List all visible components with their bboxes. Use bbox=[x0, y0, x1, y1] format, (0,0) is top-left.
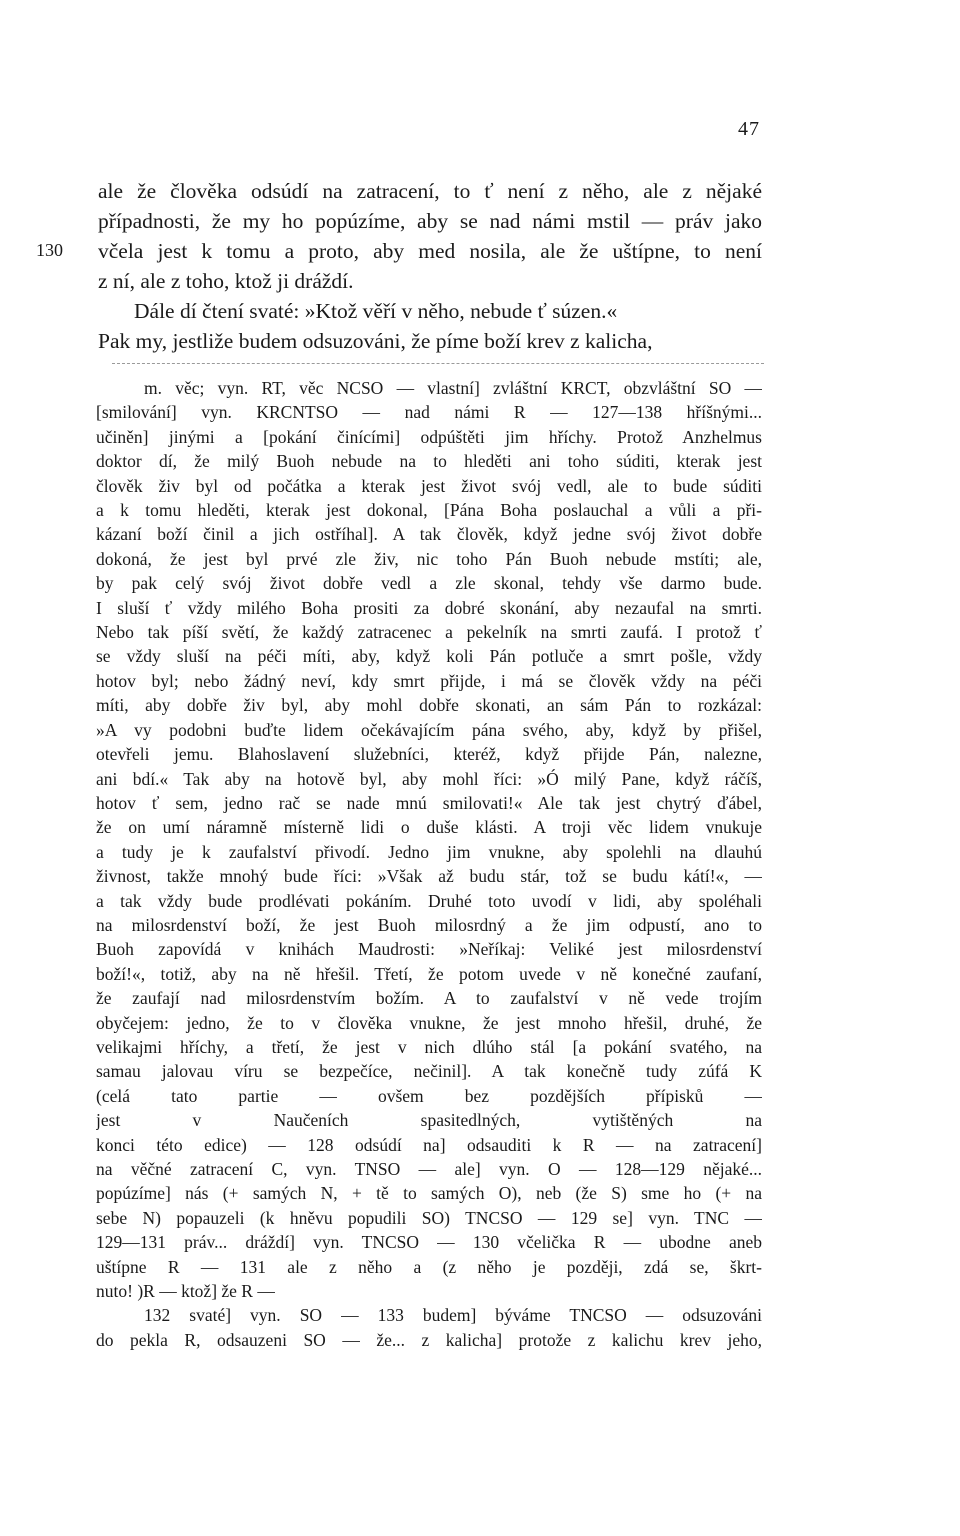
main-line: případnosti, že my ho popúzíme, aby se nad námi mstil — práv jako bbox=[98, 209, 762, 233]
apparatus-line: I sluší ť vždy milého Boha prositi za dobré skonání, aby nezaufal na smrti. bbox=[96, 597, 762, 618]
apparatus-line: otevřeli jemu. Blahoslavení služebníci, kteréž, když přijde Pán, nalezne, bbox=[96, 744, 762, 765]
page-number: 47 bbox=[738, 118, 760, 140]
apparatus-line: že zaufají nad milosrdenstvím božím. A to zaufalství v ně vede trojím bbox=[96, 988, 762, 1009]
apparatus-line: [smilování] vyn. KRCNTSO — nad námi R — 127—138 hříšnými... bbox=[96, 402, 762, 423]
apparatus-line: popúzíme] nás (+ samých N, + tě to samých O), neb (že S) sme ho (+ na bbox=[96, 1183, 762, 1204]
apparatus-line: (celá tato partie — ovšem bez pozdějších přípisků — bbox=[96, 1085, 762, 1106]
apparatus-line: boží!«, totiž, aby na ně hřešil. Třetí, že potom uvede v ně konečné zaufaní, bbox=[96, 963, 762, 984]
apparatus-line: Nebo tak píší světí, že každý zatracenec a pekelník na smrti zaufá. I protož ť bbox=[96, 622, 762, 643]
apparatus-line: míti, aby dobře živ byl, aby mohl dobře skonati, an sám Pán to rozkázal: bbox=[96, 695, 762, 716]
apparatus-line: velikajmi hříchy, a třetí, že jest v nich dlúho stál [a pokání svatého, na bbox=[96, 1036, 762, 1057]
apparatus-line: ani bdí.« Tak aby na hotově byl, aby mohl říci: »Ó milý Pane, když ráčíš, bbox=[96, 768, 762, 789]
apparatus-line: 132 svaté] vyn. SO — 133 budem] býváme TNCSO — odsuzováni bbox=[144, 1305, 762, 1326]
apparatus-line: uštípne R — 131 ale z něho a (z něho je později, zdá se, škrt- bbox=[96, 1256, 762, 1277]
main-line: ale že člověka odsúdí na zatracení, to ť není z něho, ale z nějaké bbox=[98, 179, 762, 203]
critical-apparatus bbox=[96, 376, 762, 1352]
apparatus-line: doktor dí, že milý Buoh nebude na to hleděti ani toho súditi, kterak jest bbox=[96, 451, 762, 472]
apparatus-line: že on umí náramně místerně lidi o duše klásti. A troji věc lidem vnukuje bbox=[96, 817, 762, 838]
apparatus-line: dokoná, že jest byl prvé zle živ, nic toho Pán Buoh nebude mstíti; ale, bbox=[96, 548, 762, 569]
apparatus-line: by pak celý svój život dobře vedl a zle skonal, tehdy vše darmo bude. bbox=[96, 573, 762, 594]
apparatus-line: samau jalovau víru se bezpečíce, nečinil]. A tak konečně tudy zúfá K bbox=[96, 1061, 762, 1082]
main-line: Dále dí čtení svaté: »Ktož věří v něho, nebude ť súzen.« bbox=[134, 299, 618, 323]
apparatus-line: 129—131 práv... dráždí] vyn. TNCSO — 130 včelička R — ubodne aneb bbox=[96, 1232, 762, 1253]
apparatus-line: kázaní boží činil a jich ostříhal]. A tak člověk, když jedne svój život dobře bbox=[96, 524, 762, 545]
apparatus-line: »A vy podobni buďte lidem očekávajícím pána svého, aby, když by přišel, bbox=[96, 719, 762, 740]
main-line: včela jest k tomu a proto, aby med nosila, ale že uštípne, to není bbox=[98, 239, 762, 263]
apparatus-line: na milosrdenství boží, že jest Buoh milosrdný a že jim odpustí, ano to bbox=[96, 914, 762, 935]
apparatus-line: jest v Naučeních spasitedlných, vytištěných na bbox=[96, 1110, 762, 1131]
apparatus-line: hotov ť sem, jedno rač se nade mnú smilovati!« Ale tak jest chytrý ďábel, bbox=[96, 792, 762, 813]
apparatus-line: na věčné zatracení C, vyn. TNSO — ale] vyn. O — 128—129 nějaké... bbox=[96, 1159, 762, 1179]
apparatus-line: sebe N) popauzeli (k hněvu popudili SO) TNCSO — 129 se] vyn. TNC — bbox=[96, 1207, 762, 1228]
line-marker: 130 bbox=[36, 240, 63, 260]
apparatus-line: nuto! )R — ktož] že R — bbox=[96, 1281, 275, 1302]
apparatus-line: a tak vždy bude prodlévati pokáním. Druhé toto uvodí v lidi, aby spoléhali bbox=[96, 890, 762, 911]
apparatus-line: m. věc; vyn. RT, věc NCSO — vlastní] zvláštní KRCT, obzvláštní SO — bbox=[144, 378, 762, 398]
apparatus-line: konci této edice) — 128 odsúdí na] odsauditi k R — na zatracení] bbox=[96, 1134, 762, 1155]
apparatus-line: se vždy sluší na péči míti, aby, když koli Pán potluče a smrt pošle, vždy bbox=[96, 646, 762, 667]
apparatus-rule bbox=[112, 363, 764, 364]
apparatus-line: a k tomu hleděti, kterak jest dokonal, [Pána Boha poslauchal a vůli a při- bbox=[96, 500, 762, 521]
apparatus-line: do pekla R, odsauzeni SO — že... z kalicha] protože z kalichu krev jeho, bbox=[96, 1329, 762, 1350]
apparatus-line: člověk živ byl od počátka a kterak jest život svój vedl, ale to bude súditi bbox=[96, 475, 762, 496]
main-text bbox=[98, 176, 762, 356]
main-line: Pak my, jestliže budem odsuzováni, že píme boží krev z kalicha, bbox=[98, 329, 653, 353]
apparatus-line: obyčejem: jedno, že to v člověka vnukne, že jest mnoho hřešil, druhé, že bbox=[96, 1012, 762, 1033]
apparatus-line: živnost, takže mnohý bude říci: »Však až budu stár, tož se budu kátí!«, — bbox=[96, 866, 762, 887]
main-line: z ní, ale z toho, ktož ji dráždí. bbox=[98, 269, 354, 293]
apparatus-line: Buoh zapovídá v knihách Maudrosti: »Neříkaj: Veliké jest milosrdenství bbox=[96, 939, 762, 960]
apparatus-line: a tudy je k zaufalství přivodí. Jedno jim vnukne, aby spolehli na dlauhú bbox=[96, 841, 762, 862]
apparatus-line: učiněn] jinými a [pokání činícími] odpúštěti jim hříchy. Protož Anzhelmus bbox=[96, 426, 762, 447]
apparatus-line: hotov byl; nebo žádný neví, kdy smrt přijde, i má se člověk vždy na péči bbox=[96, 670, 762, 691]
